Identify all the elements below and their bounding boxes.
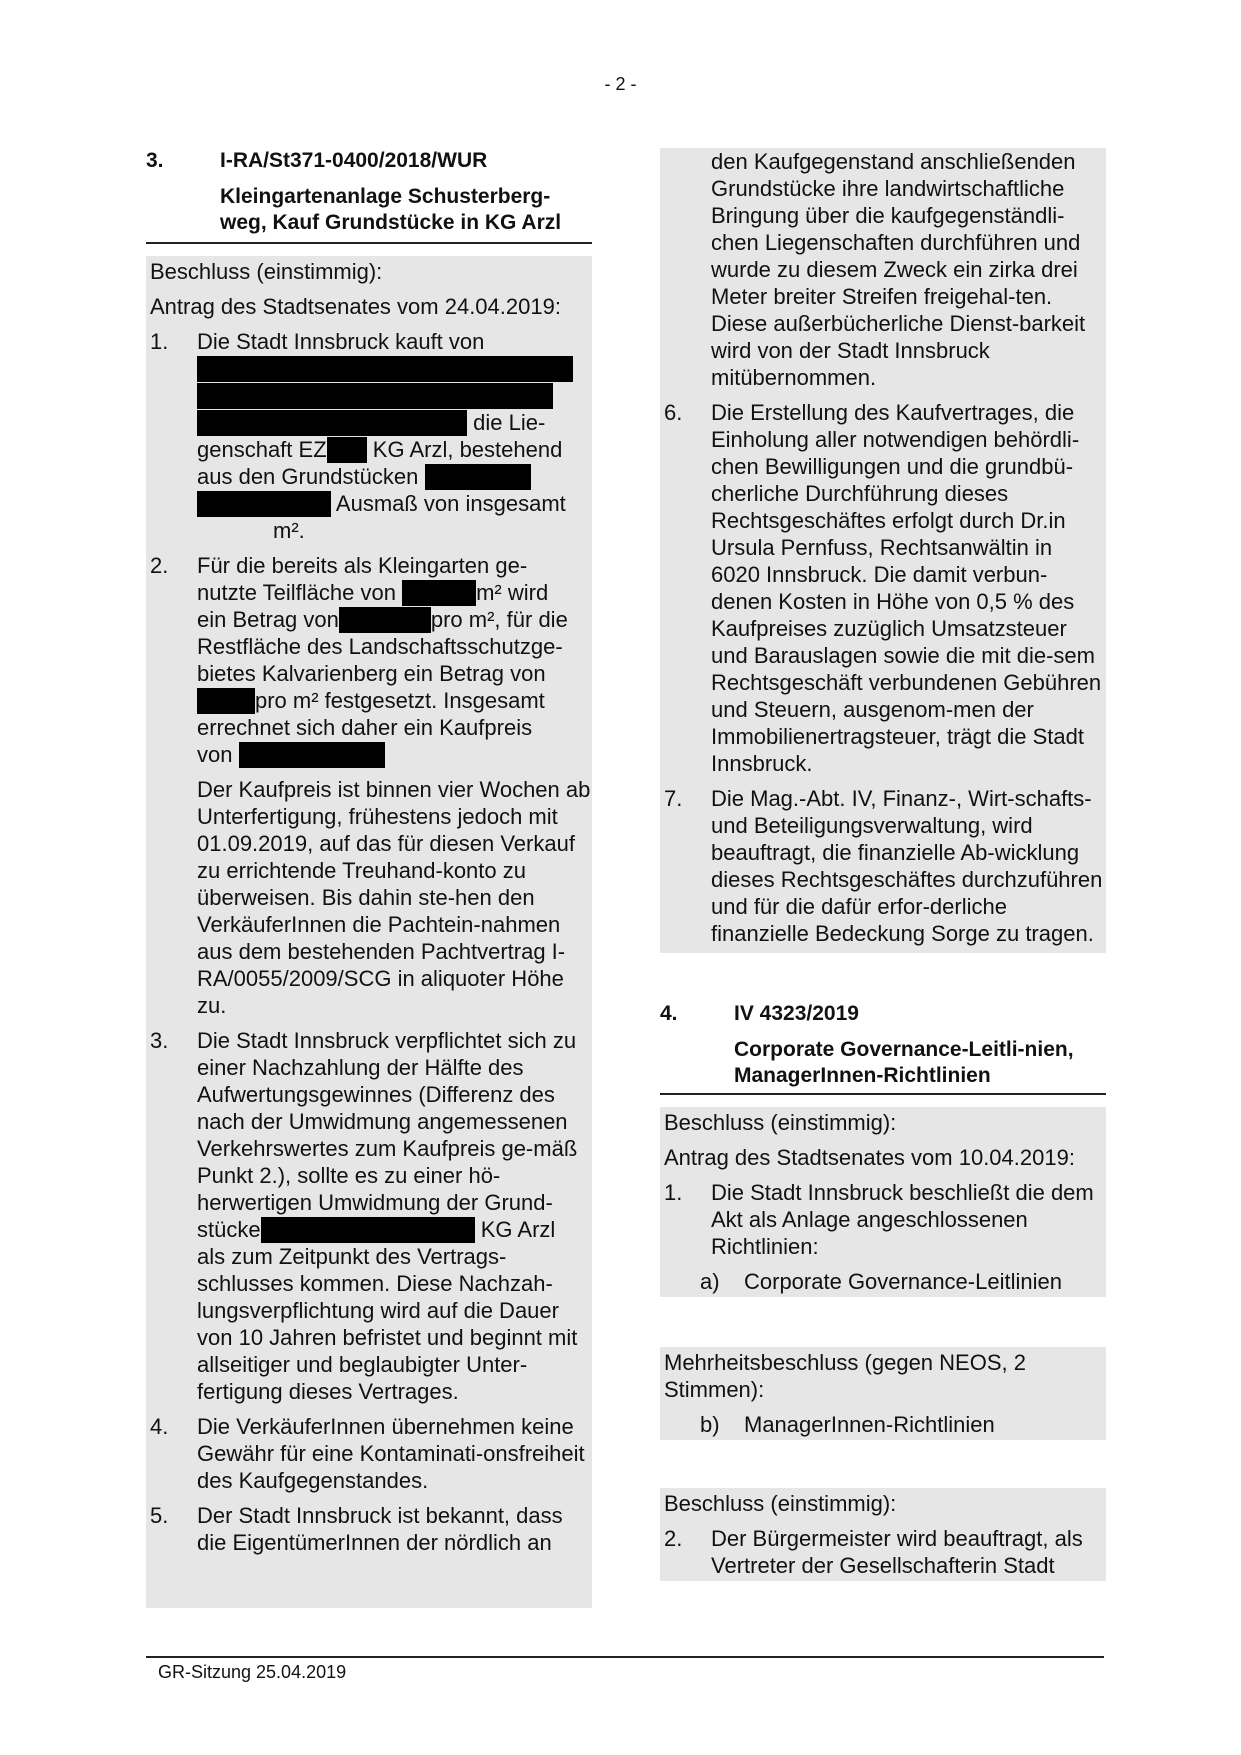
item-number: 1. [150, 329, 169, 354]
motion-date: Antrag des Stadtsenates vom 10.04.2019: [664, 1145, 1075, 1170]
item-text: errechnet sich daher ein Kaufpreis [197, 715, 533, 740]
list-item [146, 1413, 592, 1494]
item-number: 1. [664, 1180, 683, 1205]
redaction [239, 742, 385, 768]
section-reference: IV 4323/2019 [734, 1002, 859, 1025]
item-text: Die Stadt Innsbruck kauft von [197, 329, 485, 354]
redaction [197, 356, 573, 382]
section-title: Kleingartenanlage Schusterberg-weg, Kauf Grundstücke in KG Arzl [220, 185, 562, 234]
item-number: 3. [150, 1028, 169, 1053]
item-text: Restfläche des Landschaftsschutzge- [197, 634, 563, 659]
item-text: m². [273, 518, 305, 543]
redaction [327, 437, 367, 463]
item-number: 2. [664, 1526, 683, 1551]
redaction [197, 383, 553, 409]
item-number: 7. [664, 786, 683, 811]
redaction [197, 491, 331, 517]
footer-text: GR-Sitzung 25.04.2019 [158, 1662, 347, 1682]
item-number: 4. [150, 1414, 169, 1439]
item-number: 6. [664, 400, 683, 425]
redaction [425, 464, 531, 490]
resolution-block [660, 1488, 1106, 1581]
list-item [146, 552, 592, 1019]
item-text: Für die bereits als Kleingarten ge- [197, 553, 528, 578]
resolution-block [146, 256, 592, 1608]
item-paragraph: Der Kaufpreis ist binnen vier Wochen ab Unterfertigung, frühestens jedoch mit 01.09.2019, auf das für diesen Verkauf zu errichtende Treuhand-konto zu überweisen. Bis dahin ste-hen den VerkäuferInnen die Pachtein-nahmen aus dem bestehenden Pachtvertrag I-RA/0055/2009/SCG in aliquoter Höhe zu. [197, 777, 591, 1018]
item-text: aus den Grundstücken [197, 464, 419, 489]
resolution-label: Beschluss (einstimmig): [664, 1491, 897, 1516]
item-text: Die Erstellung des Kaufvertrages, die Einholung aller notwendigen behördli-chen Bewilligungen und die grundbü-cherliche Durchführung dieses Rechtsgeschäftes erfolgt durch Dr.in Ursula Pernfuss, Rechtsanwältin in 6020 Innsbruck. Die damit verbun-denen Kosten in Höhe von 0,5 % des Kaufpreises zuzüglich Umsatzsteuer und Barauslagen sowie die mit die-sem Rechtsgeschäft verbundenen Gebühren und Steuern, ausgenom-men der Immobilienertragsteuer, trägt die Stadt Innsbruck. [711, 400, 1102, 776]
section-reference: I-RA/St371-0400/2018/WUR [220, 149, 488, 172]
section-header [660, 1001, 1106, 1027]
section-title: Corporate Governance-Leitli-nien, ManagerInnen-Richtlinien [734, 1038, 1074, 1087]
item-text: Die Mag.-Abt. IV, Finanz-, Wirt-schafts- und Beteiligungsverwaltung, wird beauftragt, die finanzielle Ab-wicklung dieses Rechtsgeschäftes durchzuführen und für die dafür erfor-derliche finanzielle Bedeckung Sorge zu tragen. [711, 786, 1103, 946]
item-text: m² wird [476, 580, 549, 605]
item-text: Die Stadt Innsbruck beschließt die dem Akt als Anlage angeschlossenen Richtlinien: [711, 1180, 1094, 1259]
list-item [660, 399, 1106, 777]
item-text: Der Stadt Innsbruck ist bekannt, dass die EigentümerInnen der nördlich an [197, 1503, 563, 1555]
resolution-block [660, 1107, 1106, 1297]
section-divider [146, 242, 592, 244]
list-item [660, 1525, 1106, 1579]
list-item [146, 328, 592, 544]
section-number: 3. [146, 149, 164, 172]
item-text: KG Arzl, bestehend [372, 437, 563, 462]
resolution-block-continued [660, 148, 1106, 953]
item-text: den Kaufgegenstand anschließenden Grundstücke ihre landwirtschaftliche Bringung über die kaufgegenständli-chen Liegenschaften durchführen und wurde zu diesem Zweck ein zirka drei Meter breiter Streifen freigehal-ten. Diese außerbücherliche Dienst-barkeit wird von der Stadt Innsbruck mitübernommen. [711, 149, 1086, 390]
resolution-label: Beschluss (einstimmig): [664, 1110, 897, 1135]
item-text: KG Arzl [480, 1217, 556, 1242]
list-item [660, 1179, 1106, 1260]
item-text: bietes Kalvarienberg ein Betrag von [197, 661, 546, 686]
item-text: stücke [197, 1217, 261, 1242]
redaction [261, 1217, 475, 1243]
section-divider [660, 1093, 1106, 1095]
sub-item-letter: b) [700, 1412, 720, 1437]
section-header [146, 148, 592, 174]
list-item-continued [660, 148, 1106, 391]
list-item [146, 1027, 592, 1405]
item-text: Ausmaß von insgesamt [335, 491, 566, 516]
redaction [197, 688, 255, 714]
resolution-label: Beschluss (einstimmig): [150, 259, 383, 284]
section-number: 4. [660, 1002, 678, 1025]
left-column [146, 148, 592, 1608]
resolution-label: Mehrheitsbeschluss (gegen NEOS, 2 Stimmen): [664, 1350, 1026, 1402]
item-text: pro m², für die [430, 607, 568, 632]
majority-resolution-block [660, 1347, 1106, 1440]
redaction [197, 410, 467, 436]
redaction [402, 580, 476, 606]
sub-item [660, 1411, 1106, 1438]
item-text: die Lie- [473, 410, 546, 435]
sub-item-text: Corporate Governance-Leitlinien [744, 1269, 1062, 1294]
item-text: pro m² festgesetzt. Insgesamt [255, 688, 545, 713]
item-text: genschaft EZ [197, 437, 327, 462]
item-text: Die Stadt Innsbruck verpflichtet sich zu einer Nachzahlung der Hälfte des Aufwertungsgewinnes (Differenz des nach der Umwidmung angemessenen Verkehrswertes zum Kaufpreis ge-mäß Punkt 2.), sollte es zu einer hö-herwertigen Umwidmung der Grund- [197, 1028, 578, 1215]
item-text: Die VerkäuferInnen übernehmen keine Gewähr für eine Kontaminati-onsfreiheit des Kaufgegenstandes. [197, 1414, 585, 1493]
item-number: 2. [150, 553, 169, 578]
list-item [660, 785, 1106, 947]
page-number: - 2 - [604, 74, 637, 94]
right-column [660, 148, 1106, 1581]
list-item [146, 1502, 592, 1556]
item-text: nutzte Teilfläche von [197, 580, 396, 605]
footer-divider [146, 1656, 1104, 1658]
item-text: von [197, 742, 233, 767]
sub-item [660, 1268, 1106, 1295]
redaction [339, 607, 431, 633]
sub-item-text: ManagerInnen-Richtlinien [744, 1412, 995, 1437]
item-text: ein Betrag von [197, 607, 339, 632]
item-number: 5. [150, 1503, 169, 1528]
item-text: als zum Zeitpunkt des Vertrags-schlusses kommen. Diese Nachzah-lungsverpflichtung wird auf die Dauer von 10 Jahren befristet und beginnt mit allseitiger und beglaubigter Unter-fertigung dieses Vertrages. [197, 1244, 578, 1404]
item-text: Der Bürgermeister wird beauftragt, als Vertreter der Gesellschafterin Stadt [711, 1526, 1083, 1578]
sub-item-letter: a) [700, 1269, 720, 1294]
motion-date: Antrag des Stadtsenates vom 24.04.2019: [150, 294, 561, 319]
